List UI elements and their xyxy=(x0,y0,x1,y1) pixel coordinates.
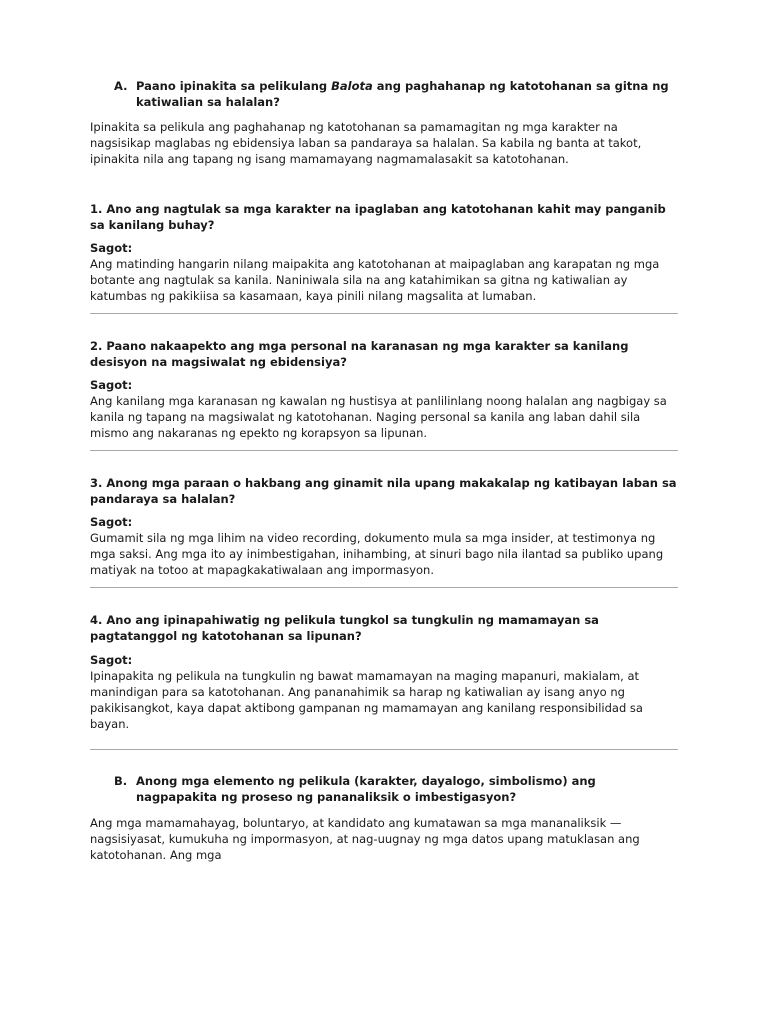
divider-2 xyxy=(90,450,678,451)
question-3: 3. Anong mga paraan o hakbang ang ginamit nila upang makakalap ng katibayan laban sa pandaraya sa halalan? xyxy=(90,476,677,506)
section-a-intro: Ipinakita sa pelikula ang paghahanap ng katotohanan sa pamamagitan ng mga karakter na nagsisikap maglabas ng ebidensiya laban sa pandaraya sa halalan. Sa kabila ng banta at takot, ipinakita nila ang tapang ng isang mamamayang nagmamalasakit sa katotohanan. xyxy=(90,120,642,166)
section-b-intro: Ang mga mamamahayag, boluntaryo, at kandidato ang kumatawan sa mga mananaliksik — nagsisiyasat, kumukuha ng impormasyon, at nag-uugnay ng mga datos upang matuklasan ang katotohanan. Ang mga xyxy=(90,816,640,862)
section-b-marker: B. xyxy=(114,774,128,788)
section-a-question-post: ang paghahanap ng katotohanan sa gitna ng katiwalian sa halalan? xyxy=(136,79,669,109)
question-4: 4. Ano ang ipinapahiwatig ng pelikula tungkol sa tungkulin ng mamamayan sa pagtatanggol ng katotohanan sa lipunan? xyxy=(90,613,599,643)
question-2: 2. Paano nakaapekto ang mga personal na karanasan ng mga karakter sa kanilang desisyon na magsiwalat ng ebidensiya? xyxy=(90,339,629,369)
section-a-question xyxy=(114,78,674,110)
divider-4 xyxy=(90,749,678,750)
answer-2: Ang kanilang mga karanasan ng kawalan ng hustisya at panlilinlang noong halalan ang nagbigay sa kanila ng tapang na magsiwalat ng katotohanan. Naging personal sa kanila ang laban dahil sila mismo ang nakaranas ng epekto ng korapsyon sa lipunan. xyxy=(90,394,667,440)
divider-3 xyxy=(90,587,678,588)
divider-1 xyxy=(90,313,678,314)
answer-3-label: Sagot: xyxy=(90,515,133,529)
answer-3: Gumamit sila ng mga lihim na video recording, dokumento mula sa mga insider, at testimonya ng mga saksi. Ang mga ito ay inimbestigahan, inihambing, at sinuri bago nila ilantad sa publiko upang matiyak na totoo at mapagkakatiwalaan ang impormasyon. xyxy=(90,531,664,577)
section-a-question-pre: Paano ipinakita sa pelikulang xyxy=(136,79,332,93)
section-b-question xyxy=(114,773,674,805)
section-a-marker: A. xyxy=(114,79,128,93)
section-b-question-text: Anong mga elemento ng pelikula (karakter, dayalogo, simbolismo) ang nagpapakita ng proseso ng pananaliksik o imbestigasyon? xyxy=(136,774,596,804)
answer-1-label: Sagot: xyxy=(90,241,133,255)
question-1: 1. Ano ang nagtulak sa mga karakter na ipaglaban ang katotohanan kahit may panganib sa kanilang buhay? xyxy=(90,202,666,232)
answer-2-label: Sagot: xyxy=(90,378,133,392)
answer-4: Ipinapakita ng pelikula na tungkulin ng bawat mamamayan na maging mapanuri, makialam, at manindigan para sa katotohanan. Ang pananahimik sa harap ng katiwalian ay isang anyo ng pakikisangkot, kaya dapat aktibong gampanan ng mamamayan ang kanilang responsibilidad sa bayan. xyxy=(90,669,643,731)
answer-4-label: Sagot: xyxy=(90,653,133,667)
answer-1: Ang matinding hangarin nilang maipakita ang katotohanan at maipaglaban ang karapatan ng mga botante ang nagtulak sa kanila. Naniniwala sila na ang katahimikan sa gitna ng katiwalian ay katumbas ng pakikiisa sa kasamaan, kaya pinili nilang magsalita at lumaban. xyxy=(90,257,660,303)
film-title: Balota xyxy=(331,79,373,93)
